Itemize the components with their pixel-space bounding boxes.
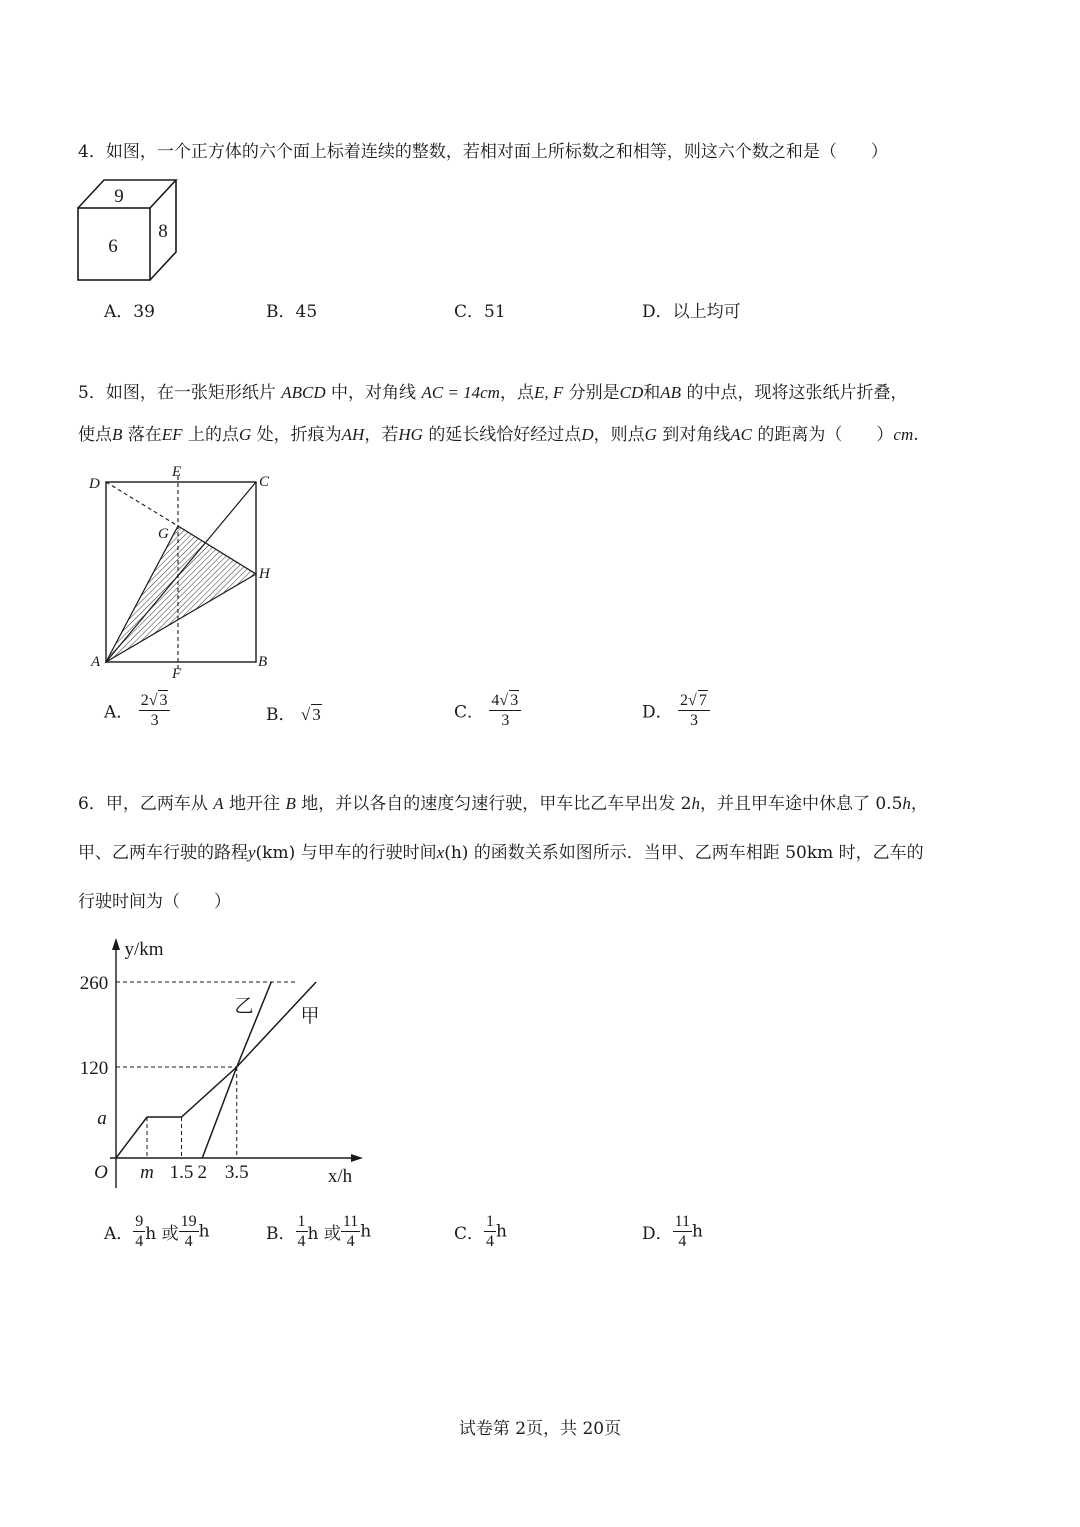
q5-stem-line-1: 5．如图，在一张矩形纸片 ABCD 中，对角线 AC = 14cm，点E, F 分别是CD和AB 的中点，现将这张纸片折叠， (78, 383, 908, 403)
label-g: G (158, 526, 169, 542)
y-axis-label: y/km (124, 939, 164, 960)
q5-option-b[interactable]: B． √ 3 (266, 705, 321, 725)
q4-option-c[interactable]: C．51 (454, 302, 506, 322)
cube-top-number: 9 (114, 186, 124, 207)
q5-stem-line-2: 使点B 落在EF 上的点G 处，折痕为AH，若HG 的延长线恰好经过点D，则点G 到对角线AC 的距离为（ ）cm. (78, 425, 919, 445)
x-tick-1-5: 1.5 (169, 1162, 194, 1183)
label-e: E (172, 466, 182, 480)
distance-time-chart (70, 930, 370, 1198)
q5-option-a[interactable]: A． $\frac{2√ 3}{3}$ (104, 690, 170, 730)
series-jia-line (116, 982, 316, 1158)
label-b: B (258, 654, 268, 670)
origin-label: O (94, 1162, 108, 1183)
q6-option-b[interactable]: B． $\frac{1}{4}$ h 或 $\frac{11}{4}$ h (266, 1213, 372, 1250)
x-tick-m: m (140, 1162, 154, 1183)
x-axis-arrow (351, 1154, 363, 1162)
cube-side-number: 8 (158, 221, 168, 242)
label-c: C (259, 474, 270, 490)
q5-option-d[interactable]: D． $\frac{2√ 7}{3}$ (642, 690, 710, 730)
y-tick-a: a (97, 1108, 107, 1129)
page-footer: 试卷第 2页，共 20页 (458, 1419, 622, 1439)
label-a: A (91, 654, 101, 670)
q4-stem: 4．如图，一个正方体的六个面上标着连续的整数，若相对面上所标数之和相等，则这六个数之和是（ ） (78, 142, 888, 162)
q6-option-c[interactable]: C． $\frac{1}{4}$ h (454, 1213, 507, 1250)
y-axis-arrow (112, 938, 120, 950)
y-tick-260: 260 (79, 973, 109, 994)
q6-stem-line-1: 6．甲，乙两车从 A 地开往 B 地，并以各自的速度匀速行驶，甲车比乙车早出发 2h，并且甲车途中休息了 0.5h， (78, 794, 928, 814)
series-yi-label: 乙 (234, 996, 254, 1017)
label-d: D (89, 476, 100, 492)
q6-option-d[interactable]: D． $\frac{11}{4}$ h (642, 1213, 703, 1250)
label-f: F (172, 666, 182, 678)
series-jia-label: 甲 (300, 1006, 320, 1027)
cube-front-number: 6 (108, 236, 118, 257)
q6-stem-line-3: 行驶时间为（ ） (78, 892, 231, 912)
x-axis-label: x/h (327, 1166, 353, 1187)
rectangle-fold-figure (84, 466, 284, 678)
label-h: H (259, 566, 270, 582)
y-tick-120: 120 (79, 1058, 109, 1079)
x-tick-2: 2 (197, 1162, 207, 1183)
cube-figure (70, 172, 185, 284)
q6-option-a[interactable]: A． $\frac{9}{4}$ h 或 $\frac{19}{4}$ h (104, 1213, 210, 1250)
q4-option-b[interactable]: B．45 (266, 302, 318, 322)
q5-option-c[interactable]: C． $\frac{4√ 3}{3}$ (454, 690, 521, 730)
q4-option-d[interactable]: D．以上均可 (642, 302, 741, 322)
q4-option-a[interactable]: A．39 (104, 302, 155, 322)
x-tick-3-5: 3.5 (224, 1162, 249, 1183)
q6-stem-line-2: 甲、乙两车行驶的路程y(km) 与甲车的行驶时间x(h) 的函数关系如图所示．当甲、乙两车相距 50km 时，乙车的 (78, 843, 924, 863)
